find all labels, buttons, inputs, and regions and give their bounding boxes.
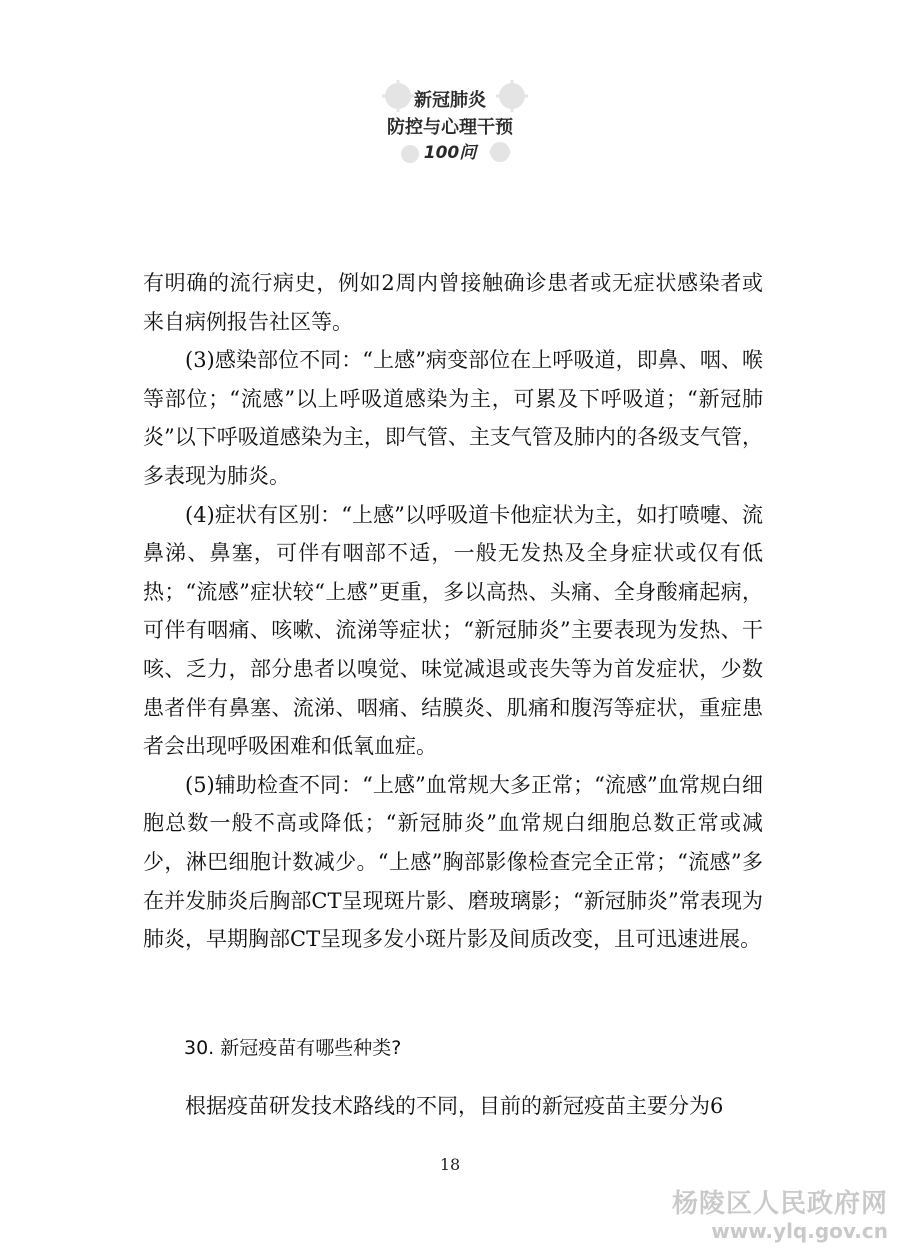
header-title-line-2: 防控与心理干预 xyxy=(387,117,513,138)
header-title-line-3: 100问 xyxy=(423,143,477,163)
header-title-line-1: 新冠肺炎 xyxy=(414,90,486,111)
page-number: 18 xyxy=(439,1155,461,1174)
body-text xyxy=(143,264,763,959)
question-heading: 30. 新冠疫苗有哪些种类? xyxy=(184,1037,402,1059)
paragraph-continued: 有明确的流行病史，例如2周内曾接触确诊患者或无症状感染者或来自病例报告社区等。 xyxy=(143,271,763,334)
running-header xyxy=(0,80,900,170)
paragraph-symptoms: (4)症状有区别：“上感”以呼吸道卡他症状为主，如打喷嚏、流鼻涕、鼻塞，可伴有咽部不适，一般无发热及全身症状或仅有低热；“流感”症状较“上感”更重，多以高热、头痛、全身酸痛起病，可伴有咽痛、咳嗽、流涕等症状；“新冠肺炎”主要表现为发热、干咳、乏力，部分患者以嗅觉、味觉减退或丧失等为首发症状，少数患者伴有鼻塞、流涕、咽痛、结膜炎、肌痛和腹泻等症状，重症患者会出现呼吸困难和低氧血症。 xyxy=(143,502,763,759)
watermark-site-name: 杨陵区人民政府网 xyxy=(671,1189,888,1219)
watermark-url: www.ylq.gov.cn xyxy=(711,1219,888,1243)
paragraph-auxiliary-exam: (5)辅助检查不同：“上感”血常规大多正常；“流感”血常规白细胞总数一般不高或降低；“新冠肺炎”血常规白细胞总数正常或减少，淋巴细胞计数减少。“上感”胸部影像检查完全正常；“流感”多在并发肺炎后胸部CT呈现斑片影、磨玻璃影；“新冠肺炎”常表现为肺炎，早期胸部CT呈现多发小斑片影及间质改变，且可迅速进展。 xyxy=(143,772,763,952)
paragraph-infection-site: (3)感染部位不同：“上感”病变部位在上呼吸道，即鼻、咽、喉等部位；“流感”以上呼吸道感染为主，可累及下呼吸道；“新冠肺炎”以下呼吸道感染为主，即气管、主支气管及肺内的各级支气管，多表现为肺炎。 xyxy=(143,348,763,488)
answer-paragraph: 根据疫苗研发技术路线的不同，目前的新冠疫苗主要分为6 xyxy=(185,1094,724,1118)
